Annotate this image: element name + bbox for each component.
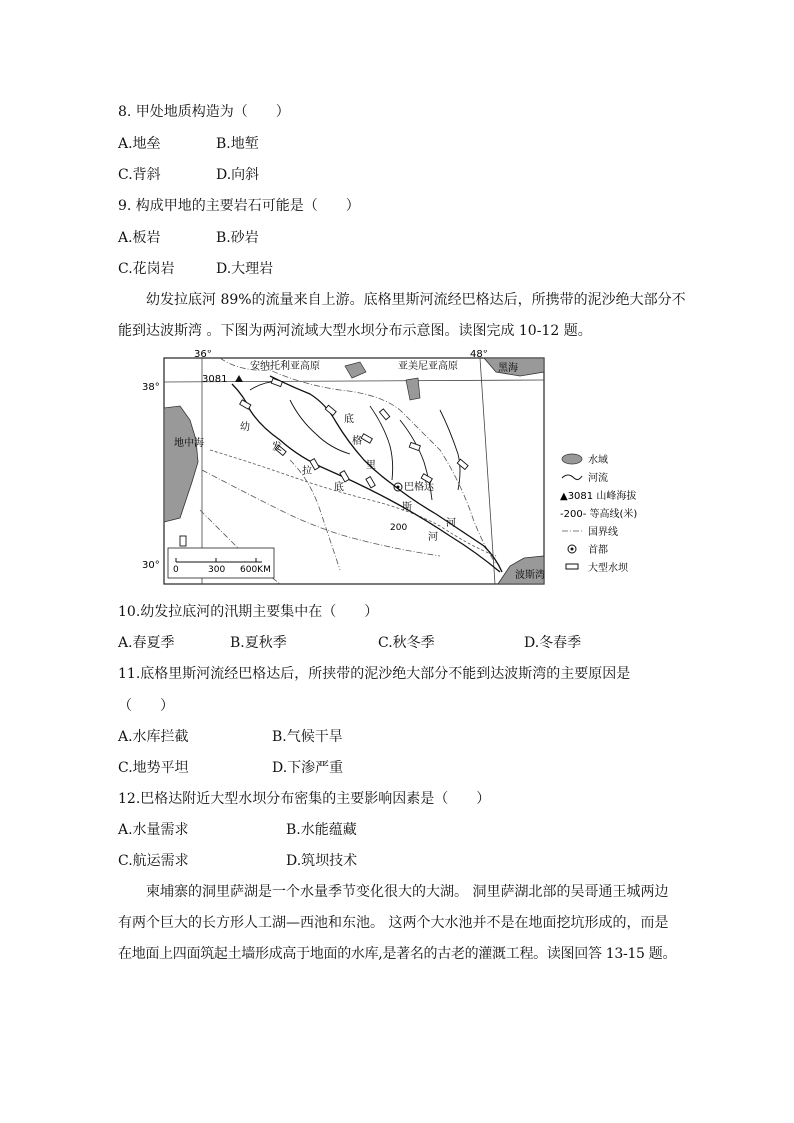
q8-option-a: A.地垒 <box>118 136 161 152</box>
q9-option-d: D.大理岩 <box>216 261 274 277</box>
q9-option-a: A.板岩 <box>118 230 161 246</box>
baghdad-label: 巴格达 <box>404 482 434 493</box>
persian-gulf-label: 波斯湾 <box>515 570 545 581</box>
q12-option-c: C.航运需求 <box>118 853 189 869</box>
euphrates-char: 幼 <box>240 422 250 433</box>
tigris-char: 底 <box>344 414 354 425</box>
contour-label: 200 <box>390 523 408 533</box>
mediterranean-label <box>174 436 204 449</box>
legend-peak-label: ▲3081 山峰海拔 <box>560 491 637 502</box>
q12-option-b: B.水能蕴藏 <box>286 822 357 838</box>
passage-2-line-2: 有两个巨大的长方形人工湖—西池和东池。 这两个大水池并不是在地面挖坑形成的，而是 <box>118 915 669 931</box>
euphrates-char: 河 <box>428 532 438 543</box>
q11-option-c: C.地势平坦 <box>118 760 189 776</box>
svg-text:地中海: 地中海 <box>174 438 204 449</box>
legend-dam-label: 大型水坝 <box>588 563 628 574</box>
black-sea-label: 黑海 <box>498 363 518 374</box>
passage-1-line-2: 能到达波斯湾 。下图为两河流域大型水坝分布示意图。读图完成 10-12 题。 <box>118 323 592 339</box>
tigris-char: 格 <box>352 436 362 447</box>
tigris-char: 里 <box>366 460 376 471</box>
anatolia-plateau-label: 安纳托利亚高原 <box>250 361 320 372</box>
map-legend <box>560 453 637 574</box>
q12-option-d: D.筑坝技术 <box>286 853 358 869</box>
legend-water-icon <box>562 454 582 464</box>
passage-1-line-1: 幼发拉底河 89%的流量来自上游。底格里斯河流经巴格达后，所携带的泥沙绝大部分不 <box>146 292 686 308</box>
lon-48-label: 48° <box>470 350 488 360</box>
legend-river-label: 河流 <box>588 473 608 484</box>
q10-option-d: D.冬春季 <box>524 635 582 651</box>
scale-600-label: 600KM <box>240 565 271 575</box>
q11-option-a: A.水库拦截 <box>118 729 189 745</box>
legend-contour-label: -200- 等高线(米) <box>560 509 638 520</box>
q8-option-b: B.地堑 <box>216 136 259 152</box>
passage-2-line-3: 在地面上四面筑起土墙形成高于地面的水库,是著名的古老的灌溉工程。读图回答 13-15 题。 <box>118 946 677 962</box>
lon-36-label: 36° <box>194 350 212 360</box>
legend-river-icon <box>562 475 582 480</box>
scale-300-label: 300 <box>208 565 226 575</box>
question-11-stem: 11.底格里斯河流经巴格达后，所挟带的泥沙绝大部分不能到达波斯湾的主要原因是 <box>118 666 631 682</box>
q10-option-b: B.夏秋季 <box>230 635 287 651</box>
euphrates-char: 发 <box>272 442 282 453</box>
question-8-stem: 8. 甲处地质构造为（ ） <box>118 104 290 120</box>
legend-water-label: 水域 <box>588 455 608 466</box>
question-9-stem: 9. 构成甲地的主要岩石可能是（ ） <box>118 198 360 214</box>
euphrates-char: 拉 <box>302 466 312 477</box>
question-12-stem: 12.巴格达附近大型水坝分布密集的主要影响因素是（ ） <box>118 791 491 807</box>
q10-option-a: A.春夏季 <box>118 635 175 651</box>
armenian-plateau-label: 亚美尼亚高原 <box>398 361 458 372</box>
q8-option-d: D.向斜 <box>216 167 260 183</box>
scale-0-label: 0 <box>173 565 179 575</box>
q11-option-b: B.气候干旱 <box>272 729 343 745</box>
q9-option-b: B.砂岩 <box>216 230 259 246</box>
passage-2-line-1: 柬埔寨的洞里萨湖是一个水量季节变化很大的大湖。 洞里萨湖北部的吴哥通王城两边 <box>146 884 669 900</box>
q11-option-d: D.下渗严重 <box>272 760 344 776</box>
lat-38-label: 38° <box>142 382 160 393</box>
tigris-char: 斯 <box>402 502 412 513</box>
legend-capital-label: 首都 <box>588 545 608 556</box>
q10-option-c: C.秋冬季 <box>378 635 435 651</box>
question-10-stem: 10.幼发拉底河的汛期主要集中在（ ） <box>118 604 379 620</box>
legend-border-label: 国界线 <box>588 527 618 538</box>
lat-30-label: 30° <box>142 560 160 571</box>
peak-elevation-label: 3081 <box>202 374 228 385</box>
tigris-char: 河 <box>446 518 456 529</box>
q9-option-c: C.花岗岩 <box>118 261 175 277</box>
legend-dam-icon <box>566 564 578 569</box>
river-basin-dam-map <box>140 350 660 590</box>
euphrates-char: 底 <box>334 482 344 493</box>
question-11-bracket: （ ） <box>118 698 174 714</box>
q12-option-a: A.水量需求 <box>118 822 189 838</box>
q8-option-c: C.背斜 <box>118 167 161 183</box>
